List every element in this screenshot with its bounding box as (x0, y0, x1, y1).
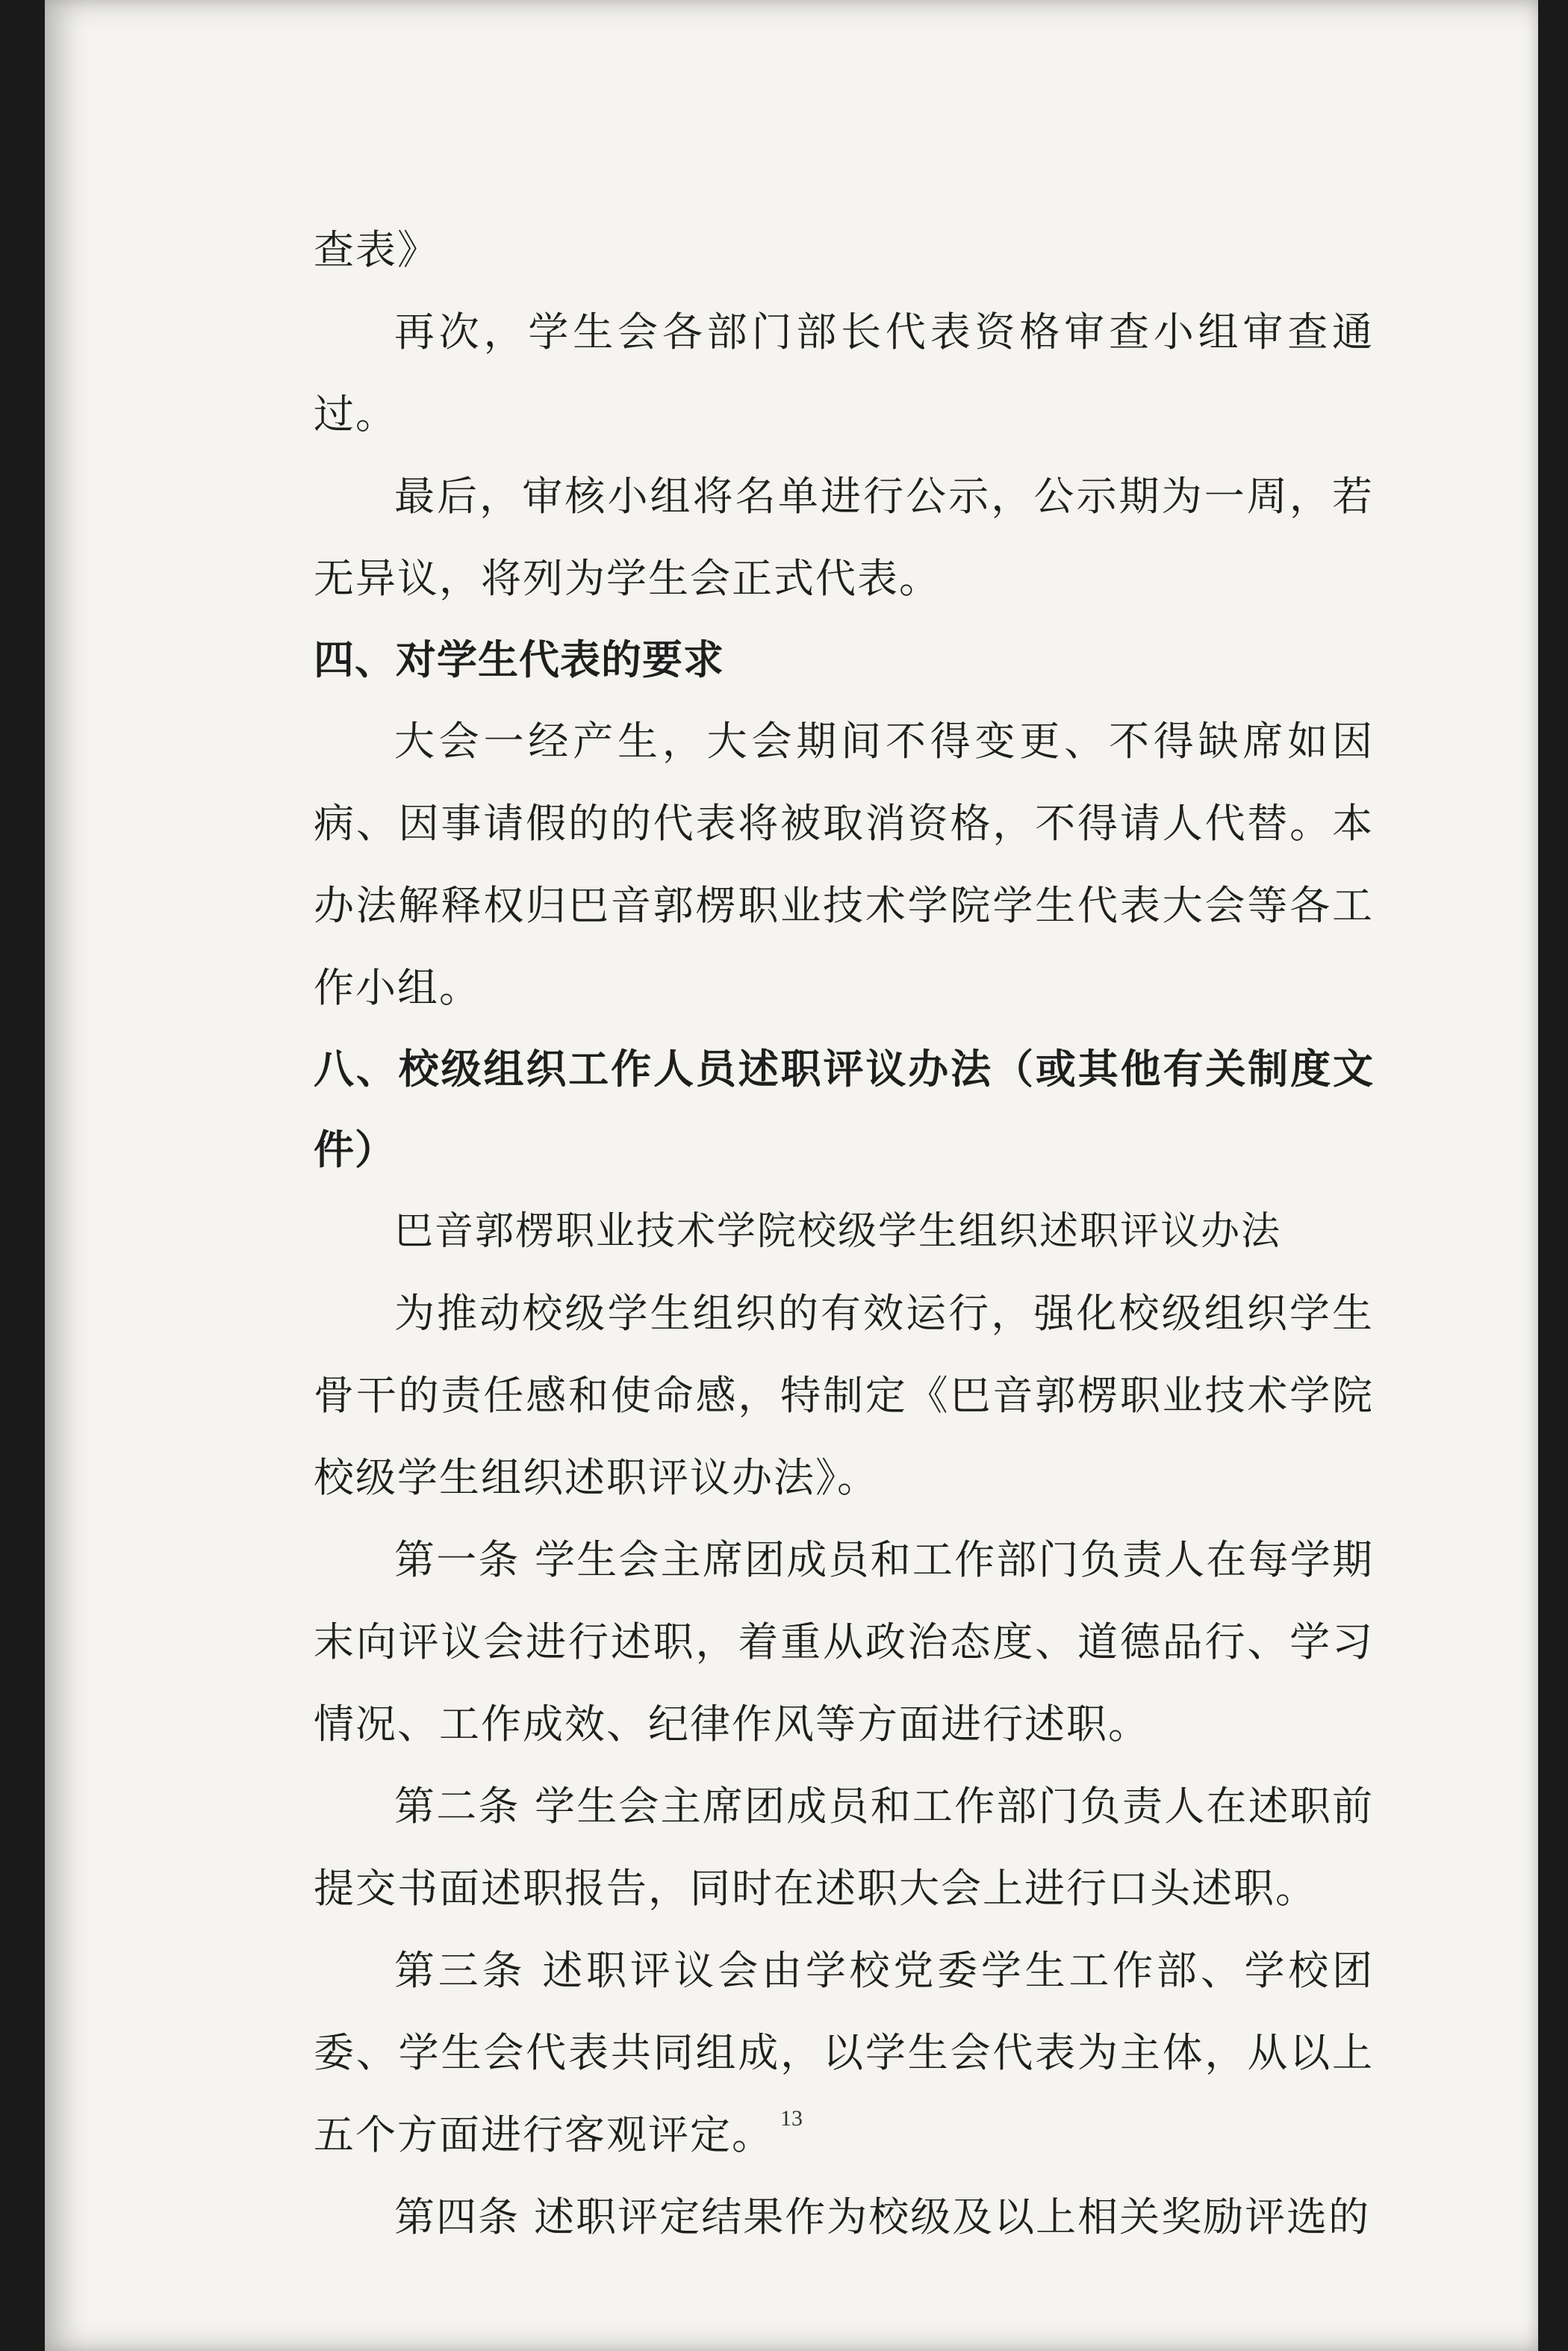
article-4: 第四条 述职评定结果作为校级及以上相关奖励评选的 (394, 2193, 1371, 2240)
section-heading-requirements: 四、对学生代表的要求 (314, 636, 724, 683)
document-body (314, 209, 1374, 2258)
article-1: 第一条 学生会主席团成员和工作部门负责人在每学期末向评议会进行述职，着重从政治态度、道德品行、学习情况、工作成效、纪律作风等方面进行述职。 (314, 1536, 1374, 1748)
article-2: 第二条 学生会主席团成员和工作部门负责人在述职前提交书面述职报告，同时在述职大会上进行口头述职。 (314, 1783, 1374, 1912)
paragraph-purpose: 为推动校级学生组织的有效运行，强化校级组织学生骨干的责任感和使命感，特制定《巴音郭楞职业技术学院校级学生组织述职评议办法》。 (314, 1290, 1374, 1501)
paragraph-review-pass: 再次，学生会各部门部长代表资格审查小组审查通过。 (314, 308, 1374, 438)
document-page (45, 0, 1538, 2351)
paragraph-publicity: 最后，审核小组将名单进行公示，公示期为一周，若无异议，将列为学生会正式代表。 (314, 473, 1374, 602)
article-3: 第三条 述职评议会由学校党委学生工作部、学校团委、学生会代表共同组成，以学生会代表为主体，从以上五个方面进行客观评定。 (314, 1947, 1374, 2158)
section-heading-evaluation: 八、校级组织工作人员述职评议办法（或其他有关制度文件） (314, 1046, 1374, 1173)
document-title: 巴音郭楞职业技术学院校级学生组织述职评议办法 (394, 1209, 1282, 1254)
page-number: 13 (780, 2106, 803, 2131)
paragraph-continuation: 查表》 (314, 226, 439, 273)
paragraph-requirements: 大会一经产生，大会期间不得变更、不得缺席如因病、因事请假的的代表将被取消资格，不得请人代替。本办法解释权归巴音郭楞职业技术学院学生代表大会等各工作小组。 (314, 718, 1374, 1011)
